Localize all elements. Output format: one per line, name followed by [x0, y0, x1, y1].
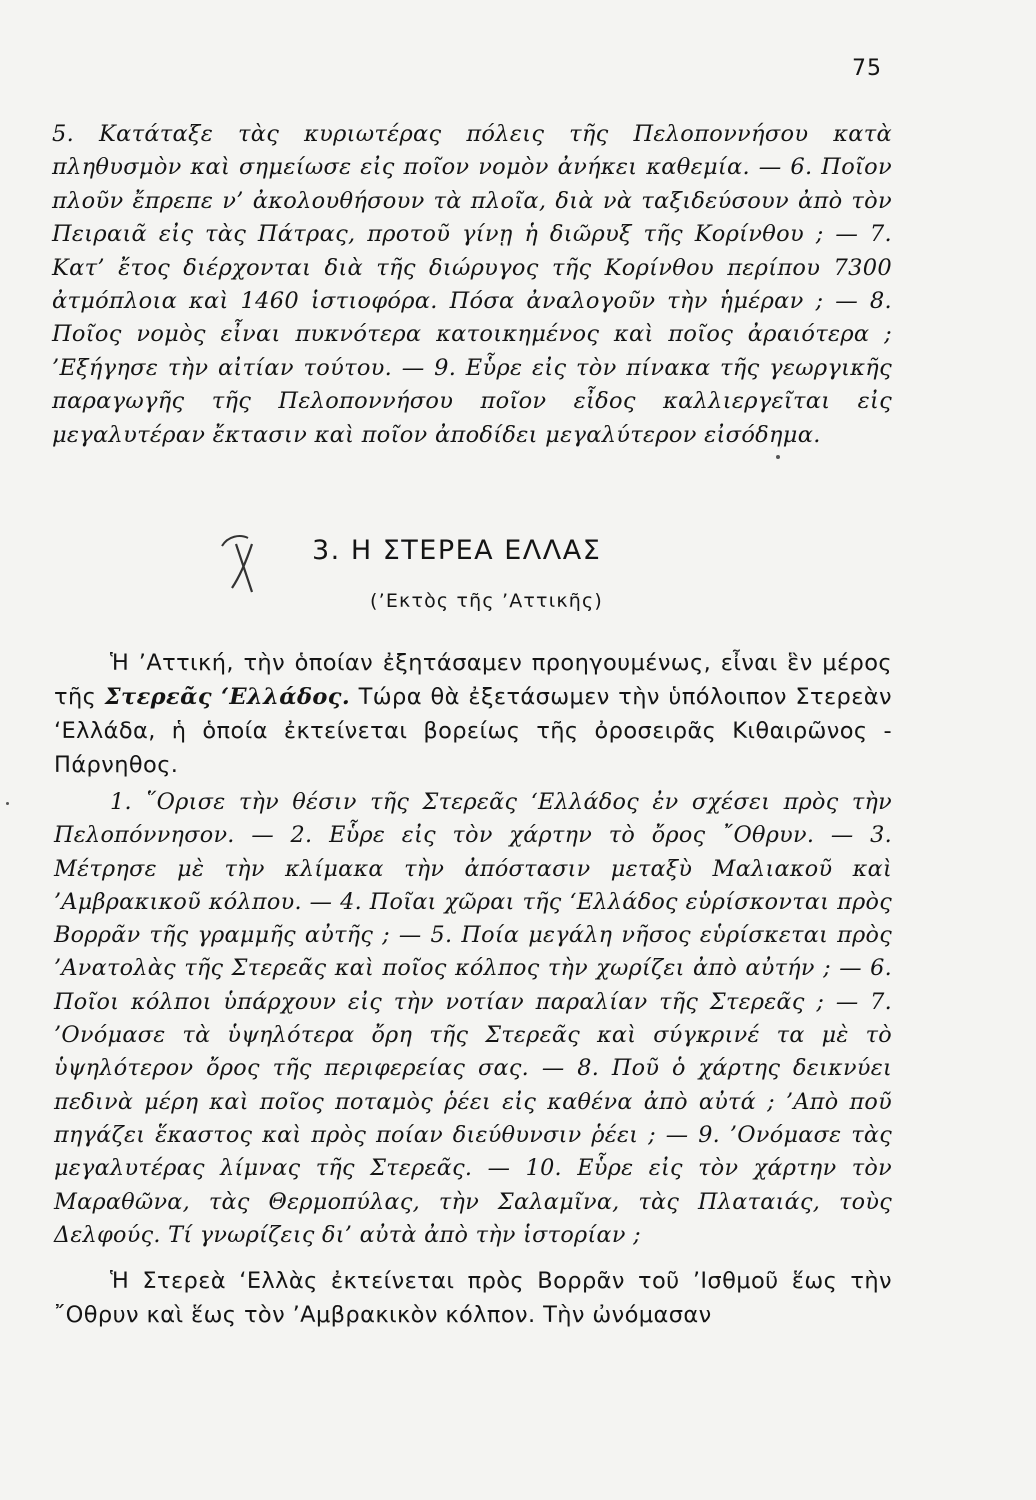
print-speck — [776, 455, 780, 459]
exercises-sterea: 1. ῞Ορισε τὴν θέσιν τῆς Στερεᾶς ‘Ελλάδος ἐν σχέσει πρὸς τὴν Πελοπόννησον. — 2. Εὗρε εἰς τὸν χάρτην τὸ ὄρος ῎Οθρυν. — 3. Μέτρησε μὲ τὴν κλίμακα τὴν ἀπόστασιν μεταξὺ Μαλιακοῦ καὶ ’Αμβρακικοῦ κόλπου. — 4. Ποῖαι χῶραι τῆς ‘Ελλάδος εὑρίσκονται πρὸς Βορρᾶν τῆς γραμμῆς αὐτῆς ; — 5. Ποία μεγάλη νῆσος εὑρίσκεται πρὸς ’Ανατολὰς τῆς Στερεᾶς καὶ ποῖος κόλπος τὴν χωρίζει ἀπὸ αὐτήν ; — 6. Ποῖοι κόλποι ὑπάρχουν εἰς τὴν νοτίαν παραλίαν τῆς Στερεᾶς ; — 7. ’Ονόμασε τὰ ὑψηλότερα ὄρη τῆς Στερεᾶς καὶ σύγκρινέ τα μὲ τὸ ὑψηλότερον ὄρος τῆς περιφερείας σας. — 8. Ποῦ ὁ χάρτης δεικνύει πεδινὰ μέρη καὶ ποῖος ποταμὸς ῥέει εἰς καθένα ἀπὸ αὐτά ; ’Απὸ ποῦ πηγάζει ἕκαστος καὶ πρὸς ποίαν διεύθυνσιν ῥέει ; — 9. ’Ονόμασε τὰς μεγαλυτέρας λίμνας τῆς Στερεᾶς. — 10. Εὗρε εἰς τὸν χάρτην τὸν Μαραθῶνα, τὰς Θερμοπύλας, τὴν Σαλαμῖνα, τὰς Πλαταιάς, τοὺς Δελφούς. Τί γνωρίζεις δι’ αὐτὰ ἀπὸ τὴν ἱστορίαν ; — [54, 789, 892, 1248]
page-number: 75 — [852, 56, 882, 81]
print-speck — [6, 802, 9, 805]
intro-text-before: Ἡ ’Αττική, τὴν ὁποίαν ἐξητάσαμεν προηγουμένως, εἶναι ἓν μέρος τῆς — [54, 650, 892, 710]
intro-text-after: Τώρα θὰ ἐξετάσωμεν τὴν ὑπόλοιπον Στερεὰν ‘Ελλάδα, ἡ ὁποία ἐκτείνεται βορείως τῆς ὀροσειρᾶς Κιθαιρῶνος - Πάρνηθος. — [54, 684, 892, 778]
intro-emphasis: Στερεᾶς ‘Ελλάδος. — [104, 684, 351, 710]
intro-paragraph — [54, 646, 892, 782]
section-subtitle: (’Εκτὸς τῆς ’Αττικῆς) — [370, 590, 603, 612]
exercises-peloponnese: 5. Κατάταξε τὰς κυριωτέρας πόλεις τῆς Πελοποννήσου κατὰ πληθυσμὸν καὶ σημείωσε εἰς ποῖον νομὸν ἀνήκει καθεμία. — 6. Ποῖον πλοῦν ἔπρεπε ν’ ἀκολουθήσουν τὰ πλοῖα, διὰ νὰ ταξιδεύσουν ἀπὸ τὸν Πειραιᾶ εἰς τὰς Πάτρας, προτοῦ γίνῃ ἡ διῶρυξ τῆς Κορίνθου ; — 7. Κατ’ ἔτος διέρχονται διὰ τῆς διώρυγος τῆς Κορίνθου περίπου 7300 ἀτμόπλοια καὶ 1460 ἱστιοφόρα. Πόσα ἀναλογοῦν τὴν ἡμέραν ; — 8. Ποῖος νομὸς εἶναι πυκνότερα κατοικημένος καὶ ποῖος ἀραιότερα ; ’Εξήγησε τὴν αἰτίαν τούτου. — 9. Εὗρε εἰς τὸν πίνακα τῆς γεωργικῆς παραγωγῆς τῆς Πελοποννήσου ποῖον εἶδος καλλιεργεῖται εἰς μεγαλυτέραν ἔκτασιν καὶ ποῖον ἀποδίδει μεγαλύτερον εἰσόδημα. — [52, 121, 892, 448]
section-title: 3. Η ΣΤΕΡΕΑ ΕΛΛΑΣ — [312, 535, 602, 566]
closing-paragraph: Ἡ Στερεὰ ‘Ελλὰς ἐκτείνεται πρὸς Βορρᾶν τοῦ ’Ισθμοῦ ἕως τὴν ῎Οθρυν καὶ ἕως τὸν ’Αμβρακικὸν κόλπον. Τὴν ὠνόμασαν — [54, 1268, 892, 1328]
handwritten-mark-icon — [218, 532, 268, 594]
